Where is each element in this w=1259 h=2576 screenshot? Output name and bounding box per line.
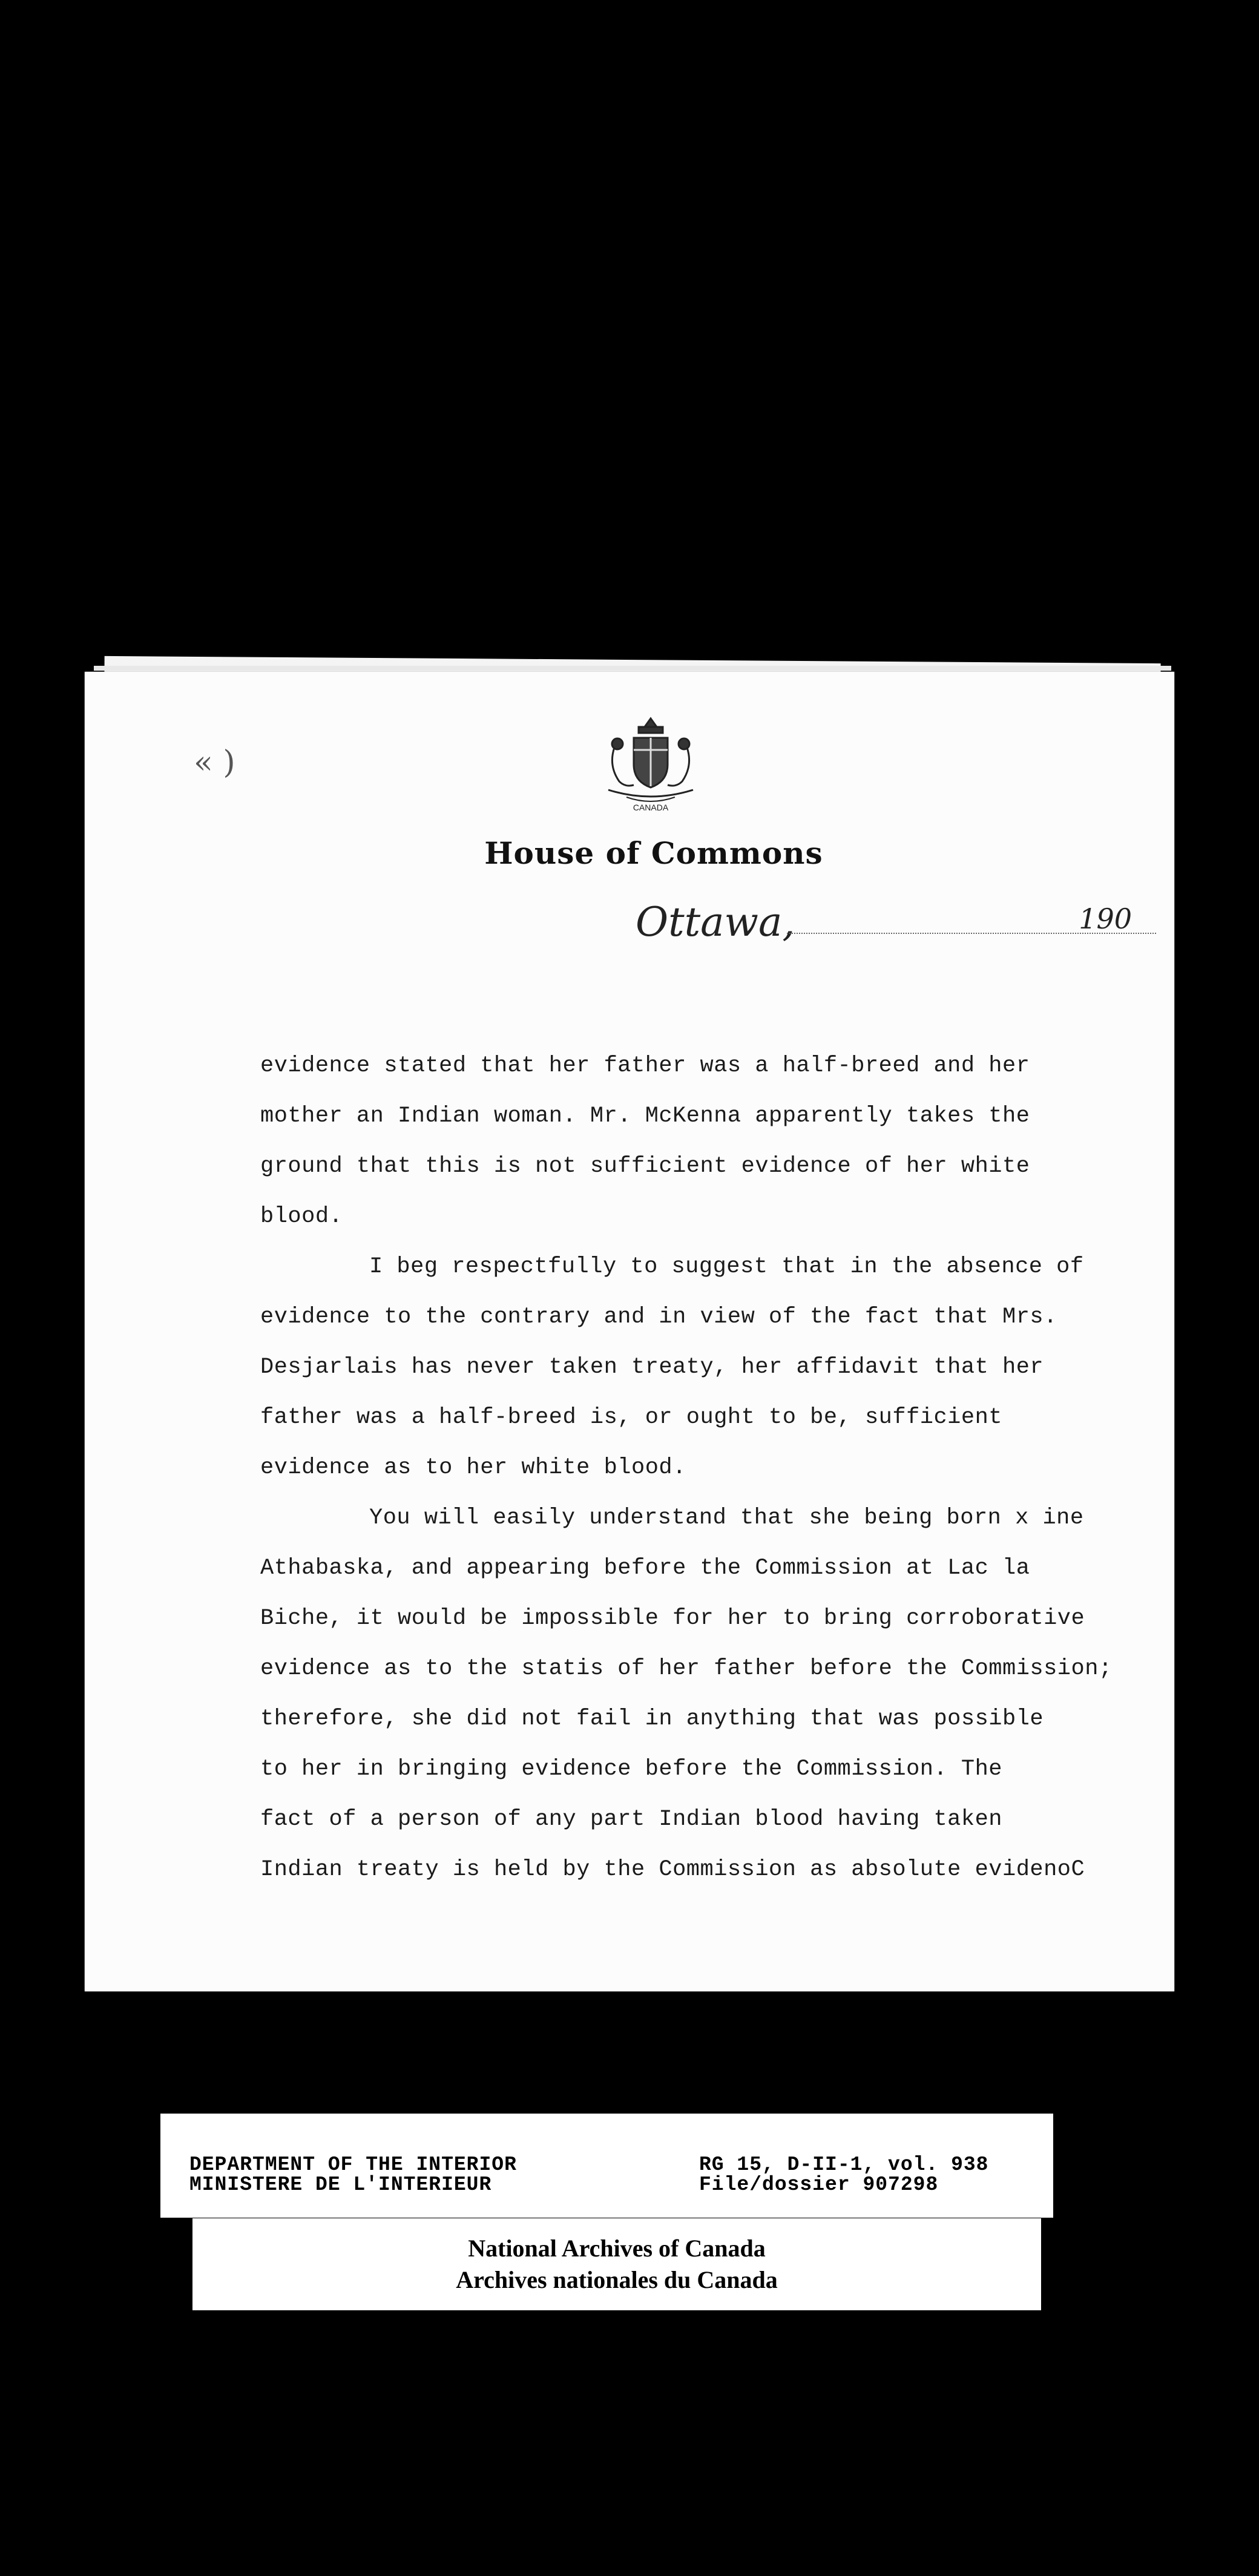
year-prefix: 190 bbox=[1079, 902, 1132, 935]
archive-name-slip bbox=[192, 2218, 1041, 2310]
paragraph-1 bbox=[260, 1041, 1120, 1242]
paragraph-3 bbox=[260, 1493, 1120, 1895]
archive-reference-slip bbox=[160, 2114, 1053, 2218]
text-line: evidence to the contrary and in view of the fact that Mrs. bbox=[260, 1304, 1057, 1330]
department-english: DEPARTMENT OF THE INTERIOR bbox=[189, 2154, 517, 2176]
text-line: fact of a person of any part Indian blood having taken bbox=[260, 1807, 1002, 1832]
text-line: Biche, it would be impossible for her to bring corroborative bbox=[260, 1606, 1085, 1631]
text-line: evidence as to her white blood. bbox=[260, 1455, 686, 1480]
text-line: father was a half-breed is, or ought to be, sufficient bbox=[260, 1405, 1002, 1430]
text-line: ground that this is not sufficient evidence of her white bbox=[260, 1154, 1030, 1179]
letter-body bbox=[260, 1041, 1120, 1895]
record-group-reference: RG 15, D-II-1, vol. 938 bbox=[699, 2154, 989, 2176]
file-number: File/dossier 907298 bbox=[699, 2174, 939, 2196]
crest-caption: CANADA bbox=[633, 803, 669, 812]
place-date-line bbox=[636, 899, 1156, 945]
text-line: therefore, she did not fail in anything that was possible bbox=[260, 1706, 1044, 1732]
text-line: evidence as to the statis of her father before the Commission; bbox=[260, 1656, 1113, 1681]
archive-name-french: Archives nationales du Canada bbox=[456, 2266, 778, 2293]
text-line: Desjarlais has never taken treaty, her affidavit that her bbox=[260, 1355, 1044, 1380]
house-of-commons-heading: House of Commons bbox=[484, 835, 823, 871]
paragraph-2 bbox=[260, 1242, 1120, 1493]
margin-mark: « ) bbox=[194, 744, 235, 781]
text-line: Athabaska, and appearing before the Commission at Lac la bbox=[260, 1556, 1030, 1581]
text-line: mother an Indian woman. Mr. McKenna apparently takes the bbox=[260, 1103, 1030, 1129]
sheet-edge bbox=[94, 666, 1171, 671]
place-name: Ottawa, bbox=[636, 899, 795, 945]
department-french: MINISTERE DE L'INTERIEUR bbox=[189, 2174, 492, 2196]
text-line: Indian treaty is held by the Commission as absolute evidenoC bbox=[260, 1857, 1085, 1882]
text-line: blood. bbox=[260, 1204, 343, 1229]
archive-name-english: National Archives of Canada bbox=[468, 2235, 766, 2262]
text-line: You will easily understand that she being born x ine bbox=[369, 1505, 1084, 1531]
text-line: to her in bringing evidence before the Commission. The bbox=[260, 1756, 1002, 1782]
text-line: evidence stated that her father was a half-breed and her bbox=[260, 1053, 1030, 1079]
text-line: I beg respectfully to suggest that in the absence of bbox=[369, 1254, 1084, 1280]
coat-of-arms-icon bbox=[590, 711, 711, 817]
